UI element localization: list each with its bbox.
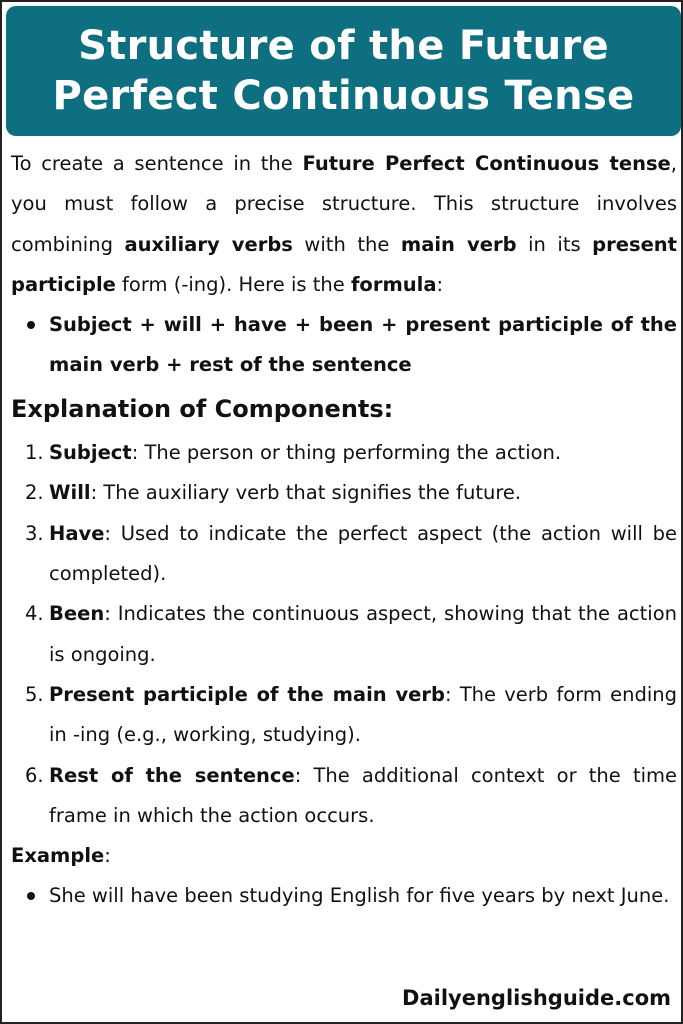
intro-bold-tense: Future Perfect Continuous tense xyxy=(302,152,671,175)
component-term: Present participle of the main verb xyxy=(49,682,445,706)
item-number: 4. xyxy=(25,602,44,626)
site-watermark: Dailyenglishguide.com xyxy=(402,986,671,1010)
item-number: 1. xyxy=(25,441,44,465)
bullet-icon xyxy=(27,321,35,329)
title-line-1: Structure of the Future xyxy=(78,23,609,69)
component-item-have xyxy=(11,514,677,595)
title-banner xyxy=(6,6,681,136)
example-item xyxy=(11,876,677,916)
intro-text-4: in its xyxy=(516,232,593,256)
component-term: Been xyxy=(49,602,105,626)
intro-bold-participle: present participle xyxy=(11,232,677,296)
example-list xyxy=(11,876,677,916)
intro-text-6: : xyxy=(436,272,444,296)
intro-bold-main-verb: main verb xyxy=(400,232,517,256)
component-desc: : Used to indicate the perfect aspect (the action will be completed). xyxy=(49,521,677,586)
component-term: Will xyxy=(49,481,91,505)
component-desc: : The additional context or the time frame in which the action occurs. xyxy=(49,763,678,827)
intro-text-2: , you must follow a precise structure. This structure involves combining xyxy=(11,152,677,256)
formula-item xyxy=(11,305,677,385)
component-term: Have xyxy=(49,521,105,545)
example-heading xyxy=(11,836,677,876)
intro-bold-formula: formula xyxy=(350,272,437,296)
bullet-icon xyxy=(27,892,35,900)
components-list xyxy=(11,433,677,836)
component-desc: : The verb form ending in -ing (e.g., working, studying). xyxy=(49,682,677,747)
content-area xyxy=(11,144,677,916)
item-number: 5. xyxy=(25,682,44,706)
example-label: Example xyxy=(11,844,105,868)
intro-bold-auxiliary: auxiliary verbs xyxy=(124,232,293,256)
component-item-participle xyxy=(11,675,677,756)
item-number: 3. xyxy=(25,521,44,545)
components-heading: Explanation of Components: xyxy=(11,395,394,424)
component-desc: : The auxiliary verb that signifies the future. xyxy=(90,481,522,505)
intro-paragraph xyxy=(11,144,677,305)
item-number: 6. xyxy=(25,763,44,787)
component-term: Rest of the sentence xyxy=(49,763,295,787)
formula-list xyxy=(11,305,677,385)
component-desc: : Indicates the continuous aspect, showing that the action is ongoing. xyxy=(49,602,677,666)
page-title xyxy=(53,21,635,121)
component-term: Subject xyxy=(49,441,132,465)
item-number: 2. xyxy=(25,481,44,505)
formula-text: Subject + will + have + been + present participle of the main verb + rest of the sentence xyxy=(49,313,677,377)
component-item-subject xyxy=(11,433,677,473)
example-sentence: She will have been studying English for five years by next June. xyxy=(49,884,670,908)
component-item-rest xyxy=(11,756,677,837)
component-desc: : The person or thing performing the action. xyxy=(131,441,562,465)
intro-text-5: form (-ing). Here is the xyxy=(115,272,351,296)
component-item-been xyxy=(11,594,677,675)
component-item-will xyxy=(11,473,677,513)
title-line-2: Perfect Continuous Tense xyxy=(52,73,635,119)
intro-text-1: To create a sentence in the xyxy=(11,152,303,175)
intro-text-3: with the xyxy=(292,232,401,256)
example-colon: : xyxy=(104,844,111,868)
